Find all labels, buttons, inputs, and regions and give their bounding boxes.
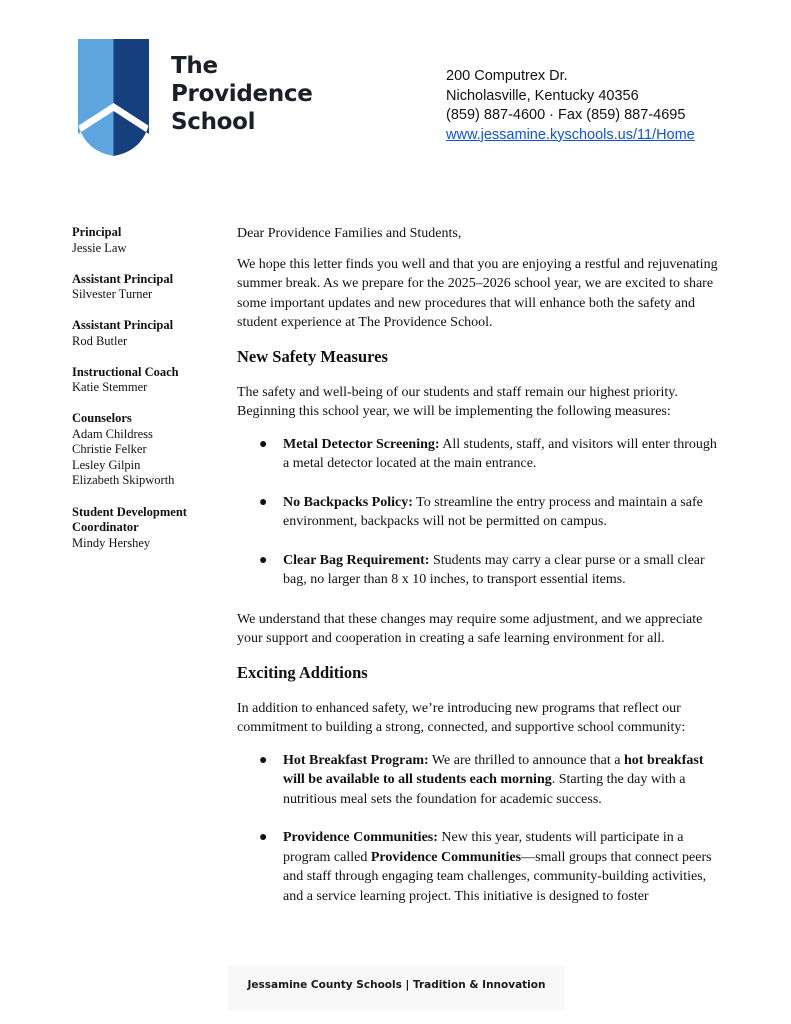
school-name-line-2: Providence [171,81,313,107]
additions-intro: In addition to enhanced safety, we’re introducing new programs that reflect our commitment to building a strong, connected, and supportive school community: [237,700,686,735]
additions-list [237,751,723,907]
school-website-link[interactable]: www.jessamine.kyschools.us/11/Home [446,126,695,143]
footer-text: Jessamine County Schools | Tradition & Innovation [247,979,546,991]
staff-name: Christie Felker [72,442,147,456]
list-item [237,493,723,532]
staff-name: Lesley Gilpin [72,457,141,472]
bullet-icon: ● [259,752,268,768]
address-phone-fax: (859) 887-4600 · Fax (859) 887-4695 [446,107,686,123]
school-name [171,52,313,136]
staff-counselors [72,411,212,489]
school-name-line-1: The [171,53,218,79]
item-text: —small groups that connect peers and staff through engaging team challenges, community-building activities, and a service learning project. This initiative is designed to foster [283,849,712,904]
item-text: We are thrilled to announce that a [428,752,625,768]
bullet-icon: ● [259,494,268,510]
staff-title: Assistant Principal [72,318,174,332]
staff-title: Counselors [72,411,132,425]
staff-name: Katie Stemmer [72,380,148,394]
item-emphasis: Providence Communities [370,849,522,865]
item-label: No Backpacks Policy: [283,494,413,510]
item-text: Students may carry a clear purse or a small clear bag, no larger than 8 x 10 inches, to transport essential items. [283,552,705,587]
list-item [237,435,723,474]
letter-intro: We hope this letter finds you well and that you are enjoying a restful and rejuvenating summer break. As we prepare for the 2025–2026 school year, we are excited to share some important updates and new procedures that will enhance both the safety and student experience at The Providence School. [237,256,718,330]
safety-list [237,435,723,590]
item-label: Clear Bag Requirement: [283,552,430,568]
staff-name: Adam Childress [72,426,153,441]
page-footer [228,966,565,1010]
list-item [237,551,723,590]
staff-sidebar [72,225,212,567]
bullet-icon: ● [259,436,268,452]
staff-name: Jessie Law [72,240,127,255]
item-label: Metal Detector Screening: [283,436,440,452]
staff-instructional-coach [72,365,212,396]
staff-name: Silvester Turner [72,287,153,301]
staff-title: Instructional Coach [72,364,179,379]
staff-title: Assistant Principal [72,271,174,286]
staff-title: Principal [72,225,122,239]
item-text: New this year, students will participate in a program called [283,830,684,865]
item-text: All students, staff, and visitors will enter through a metal detector located at the main entrance. [283,436,717,471]
safety-intro: The safety and well-being of our students and staff remain our highest priority. Beginning this school year, we will be implementing the following measures: [237,384,678,419]
staff-student-development-coordinator [72,505,212,552]
school-logo-icon [78,39,149,156]
item-text: . Starting the day with a nutritious meal sets the foundation for academic success. [283,772,686,807]
school-name-line-3: School [171,109,256,135]
staff-title: Coordinator [72,520,139,534]
staff-name: Rod Butler [72,333,128,348]
staff-assistant-principal-1 [72,272,212,303]
safety-closing: We understand that these changes may require some adjustment, and we appreciate your support and cooperation in creating a safe learning environment for all. [237,611,703,646]
item-text: To streamline the entry process and maintain a safe environment, backpacks will not be permitted on campus. [283,494,703,529]
staff-name: Elizabeth Skipworth [72,473,175,487]
staff-principal [72,225,212,256]
bullet-icon: ● [259,552,268,568]
bullet-icon: ● [259,830,268,845]
letter-body [237,224,723,925]
staff-name: Mindy Hershey [72,535,151,550]
item-label: Providence Communities: [283,830,438,845]
address-street: 200 Computrex Dr. [446,68,568,84]
staff-assistant-principal-2 [72,318,212,349]
school-address-block [446,67,695,145]
address-city: Nicholasville, Kentucky 40356 [446,87,639,104]
item-emphasis: hot breakfast will be available to all students each morning [283,752,704,787]
letter-greeting: Dear Providence Families and Students, [237,226,462,241]
list-item [237,828,723,906]
staff-title: Student Development [72,504,187,519]
additions-heading: Exciting Additions [237,662,368,682]
item-label: Hot Breakfast Program: [283,752,429,768]
list-item [237,751,723,810]
safety-heading: New Safety Measures [237,346,388,366]
